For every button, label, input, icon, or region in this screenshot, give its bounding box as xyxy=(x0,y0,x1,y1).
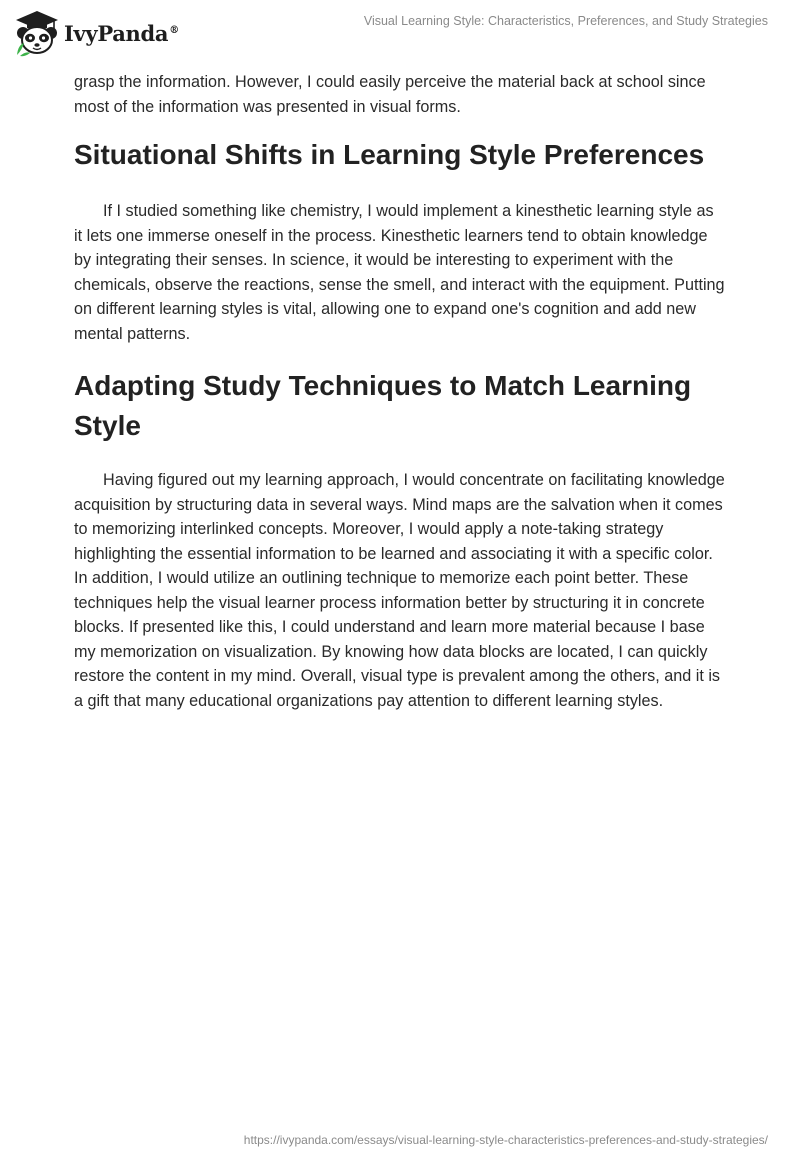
essay-body xyxy=(74,70,726,713)
panda-graduate-icon xyxy=(14,9,60,57)
section-heading-adapting-techniques: Adapting Study Techniques to Match Learning Style xyxy=(74,370,692,441)
intro-paragraph: grasp the information. However, I could easily perceive the material back at school since most of the information was presented in visual forms. xyxy=(74,73,706,116)
section-paragraph-adapting-techniques: Having figured out my learning approach, I would concentrate on facilitating knowledge acquisition by structuring data in several ways. Mind maps are the salvation when it comes to memorizing interlinked concepts. Moreover, I would apply a note-taking strategy highlighting the essential information to be learned and associating it with a specific color. In addition, I would utilize an outlining technique to memorize each point better. These techniques help the visual learner process information better by structuring it in concrete blocks. If presented like this, I could understand and learn more material because I base my memorization on visualization. By knowing how data blocks are located, I can quickly restore the content in my mind. Overall, visual type is prevalent among the others, and it is a gift that many educational organizations pay attention to different learning styles. xyxy=(74,471,725,710)
section-paragraph-situational-shifts: If I studied something like chemistry, I would implement a kinesthetic learning style as it lets one immerse oneself in the process. Kinesthetic learners tend to obtain knowledge by integrating their senses. In science, it would be interesting to experiment with the chemicals, observe the reactions, sense the smell, and interact with the equipment. Putting on different learning styles is vital, allowing one to expand one's cognition and add new mental patterns. xyxy=(74,202,725,343)
brand-name: IvyPanda® xyxy=(64,20,179,46)
document-title: Visual Learning Style: Characteristics, Preferences, and Study Strategies xyxy=(363,14,768,28)
source-url-link[interactable]: https://ivypanda.com/essays/visual-learning-style-characteristics-preferences-and-study-strategies/ xyxy=(243,1133,768,1147)
ivypanda-logo[interactable] xyxy=(14,8,179,58)
section-heading-situational-shifts: Situational Shifts in Learning Style Preferences xyxy=(74,139,705,170)
page-header xyxy=(0,0,800,66)
